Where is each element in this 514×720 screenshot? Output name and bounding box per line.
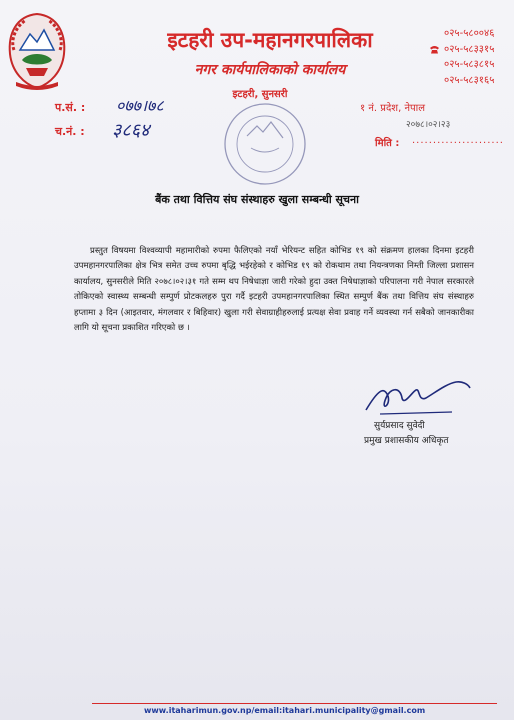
nepal-emblem-icon [4,10,70,94]
subject-heading: बैंक तथा वित्तिय संघ संस्थाहरु खुला सम्बन्धी सूचना [155,193,359,206]
footer-contact: www.itaharimun.gov.np/email:itahari.municipality@gmail.com [144,706,426,715]
signer-designation: प्रमुख प्रशासकीय अधिकृत [364,436,449,446]
phone-number: ०२५-५८३३१५ [444,43,495,55]
date-label: मिति : [375,138,400,149]
office-stamp-icon [215,100,315,190]
ps-label: प.सं. : [55,101,86,114]
date-placeholder-dots: ...................... [412,135,504,146]
phone-number-row [428,26,494,42]
notice-body: प्रस्तुत विषयमा विश्वव्यापी महामारीको रुपमा फैलिएको नयाँ भेरियन्ट सहित कोभिड १९ को संक्रमण हालका दिनमा इटहरी उपमहानगरपालिका क्षेत्र भित्र समेत उच्च रुपमा बृद्धि भईरहेको र कोभिड १९ को रोकथाम तथा नियन्त्रणका निम्ती जिल्ला प्रशासन कार्यालय, सुनसरीले मिति २०७८।०२।३१ गते सम्म थप निषेधाज्ञा जारी गरेको हुदा उक्त निषेधाज्ञाको परिपालना गरी नेपाल सरकारले तोकिएको स्वास्थ्य सम्बन्धी सम्पुर्ण प्रोटकलहरु पुरा गर्दै इटहरी उपमहानगरपालिका स्थित सम्पुर्ण बैंक तथा वित्तिय संघ संस्थाहरु हप्तामा ३ दिन (आइतवार, मंगलवार र बिहिवार) खुला गरी सेवाग्राहीहरुलाई प्रत्यक्ष सेवा प्रवाह गर्ने व्यवस्था गर्न सबैको जानकारीका लागि यो सूचना प्रकाशित गरिएको छ । [74,246,474,334]
phone-number: ०२५-५८००४६ [444,28,495,39]
telephone-icon [428,45,440,54]
phone-list [428,26,494,88]
phone-number: ०२५-५८३१६५ [444,74,495,86]
phone-number: ०२५-५८३८१५ [444,59,495,70]
ps-value: ०७७।७८ [116,96,164,115]
province-text: १ नं. प्रदेश, नेपाल [360,103,426,114]
cn-label: च.नं. : [55,125,85,138]
phone-number-row [428,57,494,73]
phone-number-row [428,73,494,89]
office-location: इटहरी, सुनसरी [232,89,288,100]
signer-name: सुर्यप्रसाद सुवेदी [374,421,425,431]
office-subtitle: नगर कार्यपालिकाको कार्यालय [194,62,346,78]
handwritten-signature-icon [360,376,480,418]
footer-divider [92,703,497,704]
phone-number-row [428,42,494,58]
cn-value: ३८६४ [112,120,150,141]
written-date: २०७८।०२।२३ [406,120,451,130]
office-title: इटहरी उप-महानगरपालिका [167,28,373,52]
